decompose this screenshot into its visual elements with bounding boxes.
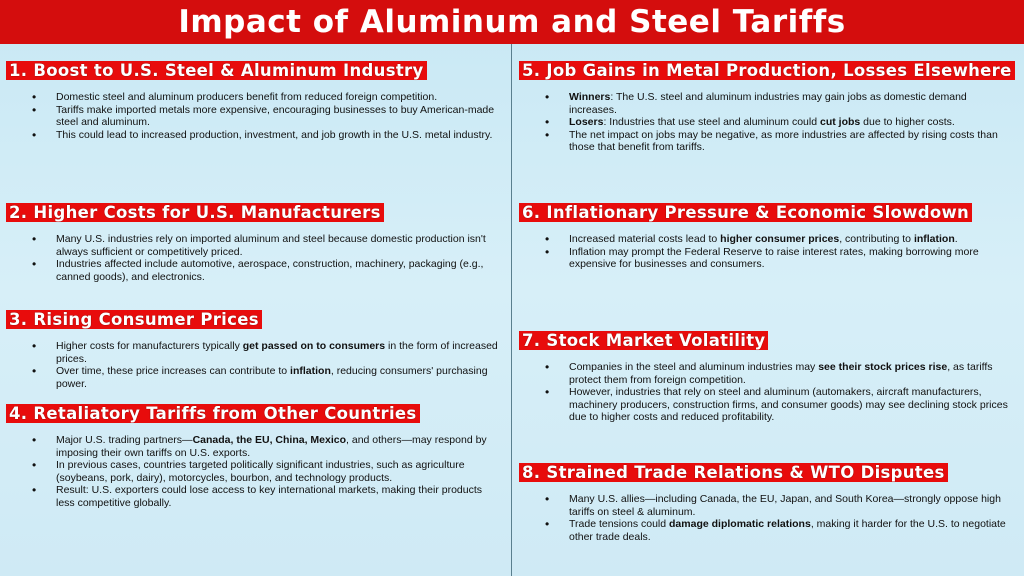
bullet-text: Result: U.S. exporters could lose access to key international markets, making their products less competitive globally. bbox=[56, 484, 483, 509]
bullet-text: : The U.S. steel and aluminum industries may gain jobs as domestic demand increases. bbox=[569, 91, 967, 116]
bold-text: inflation bbox=[290, 365, 331, 377]
section-stock-volatility bbox=[519, 330, 1017, 424]
bullet-text: due to higher costs. bbox=[860, 116, 955, 128]
bullet-text: Inflation may prompt the Federal Reserve to raise interest rates, making borrowing more expensive for businesses and consumers. bbox=[569, 245, 979, 270]
bullet-text: in the form of increased prices. bbox=[56, 340, 498, 365]
bullet-text: Industries affected include automotive, aerospace, construction, machinery, packaging (e.g., canned goods), and electronics. bbox=[56, 258, 484, 283]
section-heading: 4. Retaliatory Tariffs from Other Countries bbox=[6, 403, 502, 424]
bullet-item bbox=[56, 340, 502, 365]
section-inflation bbox=[519, 202, 1017, 271]
bullet-text: In previous cases, countries targeted politically significant industries, such as agriculture (soybeans, pork, dairy), motorcycles, bourbon, and technology products. bbox=[56, 459, 465, 484]
section-trade-relations bbox=[519, 462, 1017, 543]
bullet-text: The net impact on jobs may be negative, as more industries are affected by rising costs than those that benefit from tariffs. bbox=[569, 128, 998, 153]
bold-text: see their stock prices rise bbox=[818, 361, 948, 373]
bullet-text: . bbox=[954, 233, 958, 245]
bullet-text: Over time, these price increases can contribute to bbox=[56, 365, 291, 377]
bullet-list bbox=[519, 233, 1017, 271]
bullet-text: Major U.S. trading partners— bbox=[56, 434, 193, 446]
bullet-list bbox=[6, 434, 502, 509]
bullet-text: , making it harder for the U.S. to negotiate other trade deals. bbox=[569, 518, 1006, 543]
bullet-text: : Industries that use steel and aluminum could bbox=[603, 116, 820, 128]
bullet-text: , contributing to bbox=[839, 233, 914, 245]
bullet-item bbox=[569, 233, 1017, 246]
section-heading: 2. Higher Costs for U.S. Manufacturers bbox=[6, 202, 502, 223]
section-higher-costs bbox=[6, 202, 502, 283]
section-consumer-prices bbox=[6, 309, 502, 390]
bullet-text: , reducing consumers' purchasing power. bbox=[56, 365, 488, 390]
bullet-list bbox=[519, 91, 1017, 154]
section-heading: 3. Rising Consumer Prices bbox=[6, 309, 502, 330]
bullet-item bbox=[56, 233, 502, 258]
bullet-text: However, industries that rely on steel and aluminum (automakers, aircraft manufacturers, machinery producers, construction firms, and consumer goods) may see declining stock prices due to higher costs and reduced profitability. bbox=[569, 386, 1008, 423]
bullet-item bbox=[569, 116, 1017, 129]
bullet-text: , and others—may respond by imposing their own tariffs on U.S. exports. bbox=[56, 434, 487, 459]
bullet-item bbox=[569, 361, 1017, 386]
section-boost-industry bbox=[6, 60, 502, 141]
bold-text: damage diplomatic relations bbox=[669, 518, 811, 530]
column-divider bbox=[511, 44, 512, 576]
section-heading: 6. Inflationary Pressure & Economic Slowdown bbox=[519, 202, 1017, 223]
bullet-item bbox=[56, 129, 502, 142]
title-banner bbox=[0, 0, 1024, 44]
section-heading: 7. Stock Market Volatility bbox=[519, 330, 1017, 351]
section-heading: 5. Job Gains in Metal Production, Losses Elsewhere bbox=[519, 60, 1017, 81]
section-heading: 1. Boost to U.S. Steel & Aluminum Industry bbox=[6, 60, 502, 81]
bullet-list bbox=[519, 493, 1017, 543]
bullet-list bbox=[6, 340, 502, 390]
bullet-text: Companies in the steel and aluminum industries may bbox=[569, 361, 819, 373]
bullet-item bbox=[569, 493, 1017, 518]
bullet-item bbox=[56, 91, 502, 104]
bold-text: get passed on to consumers bbox=[242, 340, 386, 352]
bullet-item bbox=[56, 484, 502, 509]
section-retaliatory-tariffs bbox=[6, 403, 502, 509]
bullet-item bbox=[569, 518, 1017, 543]
bullet-text: Increased material costs lead to bbox=[569, 233, 721, 245]
bullet-item bbox=[56, 104, 502, 129]
bold-text: Canada, the EU, China, Mexico bbox=[192, 434, 347, 446]
bold-text: Losers bbox=[569, 116, 604, 128]
bullet-list bbox=[6, 91, 502, 141]
bullet-item bbox=[569, 91, 1017, 116]
bullet-text: Tariffs make imported metals more expensive, encouraging businesses to buy American-made steel and aluminum. bbox=[56, 103, 495, 128]
bold-text: Winners bbox=[569, 91, 611, 103]
bullet-item bbox=[56, 434, 502, 459]
bullet-item bbox=[56, 365, 502, 390]
bullet-text: Domestic steel and aluminum producers benefit from reduced foreign competition. bbox=[56, 91, 438, 103]
bold-text: inflation bbox=[913, 233, 955, 245]
bullet-item bbox=[56, 258, 502, 283]
bullet-text: Higher costs for manufacturers typically bbox=[56, 340, 243, 352]
bold-text: cut jobs bbox=[819, 116, 861, 128]
bullet-text: , as tariffs protect them from foreign competition. bbox=[569, 361, 993, 386]
section-heading: 8. Strained Trade Relations & WTO Disputes bbox=[519, 462, 1017, 483]
bullet-list bbox=[6, 233, 502, 283]
bullet-text: This could lead to increased production, investment, and job growth in the U.S. metal industry. bbox=[56, 128, 493, 141]
bullet-list bbox=[519, 361, 1017, 424]
bullet-item bbox=[569, 386, 1017, 424]
section-job-gains bbox=[519, 60, 1017, 154]
bullet-text: Many U.S. industries rely on imported aluminum and steel because domestic production isn't always sufficient or competitively priced. bbox=[56, 233, 486, 258]
bullet-item bbox=[569, 129, 1017, 154]
bullet-item bbox=[569, 246, 1017, 271]
bullet-text: Many U.S. allies—including Canada, the EU, Japan, and South Korea—strongly oppose high tariffs on steel & aluminum. bbox=[569, 493, 1001, 518]
bullet-text: Trade tensions could bbox=[569, 518, 670, 530]
page-title: Impact of Aluminum and Steel Tariffs bbox=[178, 4, 846, 40]
bullet-item bbox=[56, 459, 502, 484]
bold-text: higher consumer prices bbox=[720, 233, 840, 245]
